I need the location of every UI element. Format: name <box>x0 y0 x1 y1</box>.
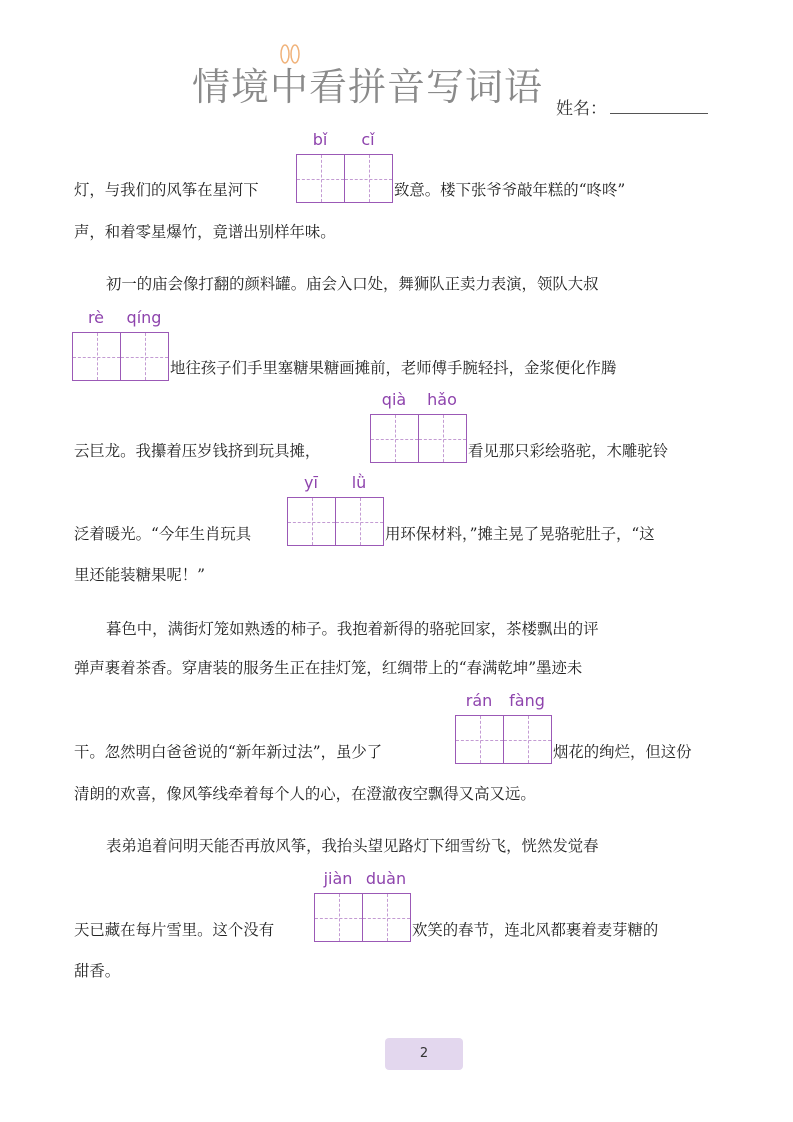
tianzige-cell[interactable] <box>120 332 169 381</box>
pinyin-5a: rán <box>465 691 493 710</box>
text-line: 烟花的绚烂，但这份 <box>553 743 692 761</box>
text-line: 看见那只彩绘骆驼，木雕驼铃 <box>468 442 669 460</box>
text-line: 里还能装糖果呢！” <box>74 566 205 584</box>
answer-boxes-3[interactable] <box>370 414 466 462</box>
pinyin-pair-3 <box>370 390 466 410</box>
text-line: 泛着暖光。“今年生肖玩具 <box>74 525 252 543</box>
tianzige-cell[interactable] <box>418 414 467 463</box>
tianzige-cell[interactable] <box>370 414 419 463</box>
tianzige-cell[interactable] <box>314 893 363 942</box>
tianzige-cell[interactable] <box>72 332 121 381</box>
name-label: 姓名： <box>556 99 607 119</box>
text-line: 声，和着零星爆竹，竟谱出别样年味。 <box>74 223 336 241</box>
pinyin-pair-6 <box>314 869 410 889</box>
text-line: 甜香。 <box>74 962 121 980</box>
tianzige-cell[interactable] <box>455 715 504 764</box>
pinyin-4a: yī <box>304 473 318 492</box>
pinyin-3b: hǎo <box>427 390 457 409</box>
text-line: 欢笑的春节，连北风都裹着麦芽糖的 <box>412 921 659 939</box>
page-title: 情境中看拼音写词语 <box>192 65 544 109</box>
pinyin-pair-5 <box>455 691 551 711</box>
pinyin-6b: duàn <box>365 869 407 888</box>
page-number: 2 <box>385 1038 463 1070</box>
answer-boxes-4[interactable] <box>287 497 383 545</box>
text-line: 地往孩子们手里塞糖果糖画摊前，老师傅手腕轻抖，金浆便化作腾 <box>170 359 617 377</box>
pinyin-1b: cǐ <box>361 130 375 149</box>
pinyin-6a: jiàn <box>323 869 353 888</box>
answer-boxes-1[interactable] <box>296 154 392 202</box>
answer-boxes-5[interactable] <box>455 715 551 763</box>
answer-boxes-6[interactable] <box>314 893 410 941</box>
pinyin-5b: fàng <box>509 691 545 710</box>
text-line: 干。忽然明白爸爸说的“新年新过法”，虽少了 <box>74 743 383 761</box>
tianzige-cell[interactable] <box>503 715 552 764</box>
tianzige-cell[interactable] <box>335 497 384 546</box>
text-line: 初一的庙会像打翻的颜料罐。庙会入口处，舞狮队正卖力表演，领队大叔 <box>106 275 599 293</box>
text-line: 云巨龙。我攥着压岁钱挤到玩具摊， <box>74 442 321 460</box>
text-line: 用环保材料，”摊主晃了晃骆驼肚子，“这 <box>385 525 655 543</box>
text-line: 清朗的欢喜，像风筝线牵着每个人的心，在澄澈夜空飘得又高又远。 <box>74 785 536 803</box>
text-line: 暮色中，满街灯笼如熟透的柿子。我抱着新得的骆驼回家，茶楼飘出的评 <box>106 620 599 638</box>
text-line: 弹声裹着茶香。穿唐装的服务生正在挂灯笼，红绸带上的“春满乾坤”墨迹未 <box>74 659 583 677</box>
name-field[interactable] <box>610 113 708 114</box>
pinyin-2a: rè <box>87 308 105 327</box>
pinyin-2b: qíng <box>126 308 162 327</box>
text-line: 灯，与我们的风筝在星河下 <box>74 181 259 199</box>
pinyin-pair-4 <box>287 473 383 493</box>
pinyin-4b: lǜ <box>351 473 367 492</box>
tianzige-cell[interactable] <box>344 154 393 203</box>
text-line: 天已藏在每片雪里。这个没有 <box>74 921 275 939</box>
answer-boxes-2[interactable] <box>72 332 168 380</box>
text-line: 表弟追着问明天能否再放风筝，我抬头望见路灯下细雪纷飞，恍然发觉春 <box>106 837 599 855</box>
tianzige-cell[interactable] <box>287 497 336 546</box>
text-line: 致意。楼下张爷爷敲年糕的“咚咚” <box>394 181 626 199</box>
pinyin-3a: qià <box>381 390 407 409</box>
pinyin-pair-2 <box>72 308 168 328</box>
pinyin-pair-1 <box>296 130 392 150</box>
tianzige-cell[interactable] <box>296 154 345 203</box>
pinyin-1a: bǐ <box>312 130 328 149</box>
tianzige-cell[interactable] <box>362 893 411 942</box>
